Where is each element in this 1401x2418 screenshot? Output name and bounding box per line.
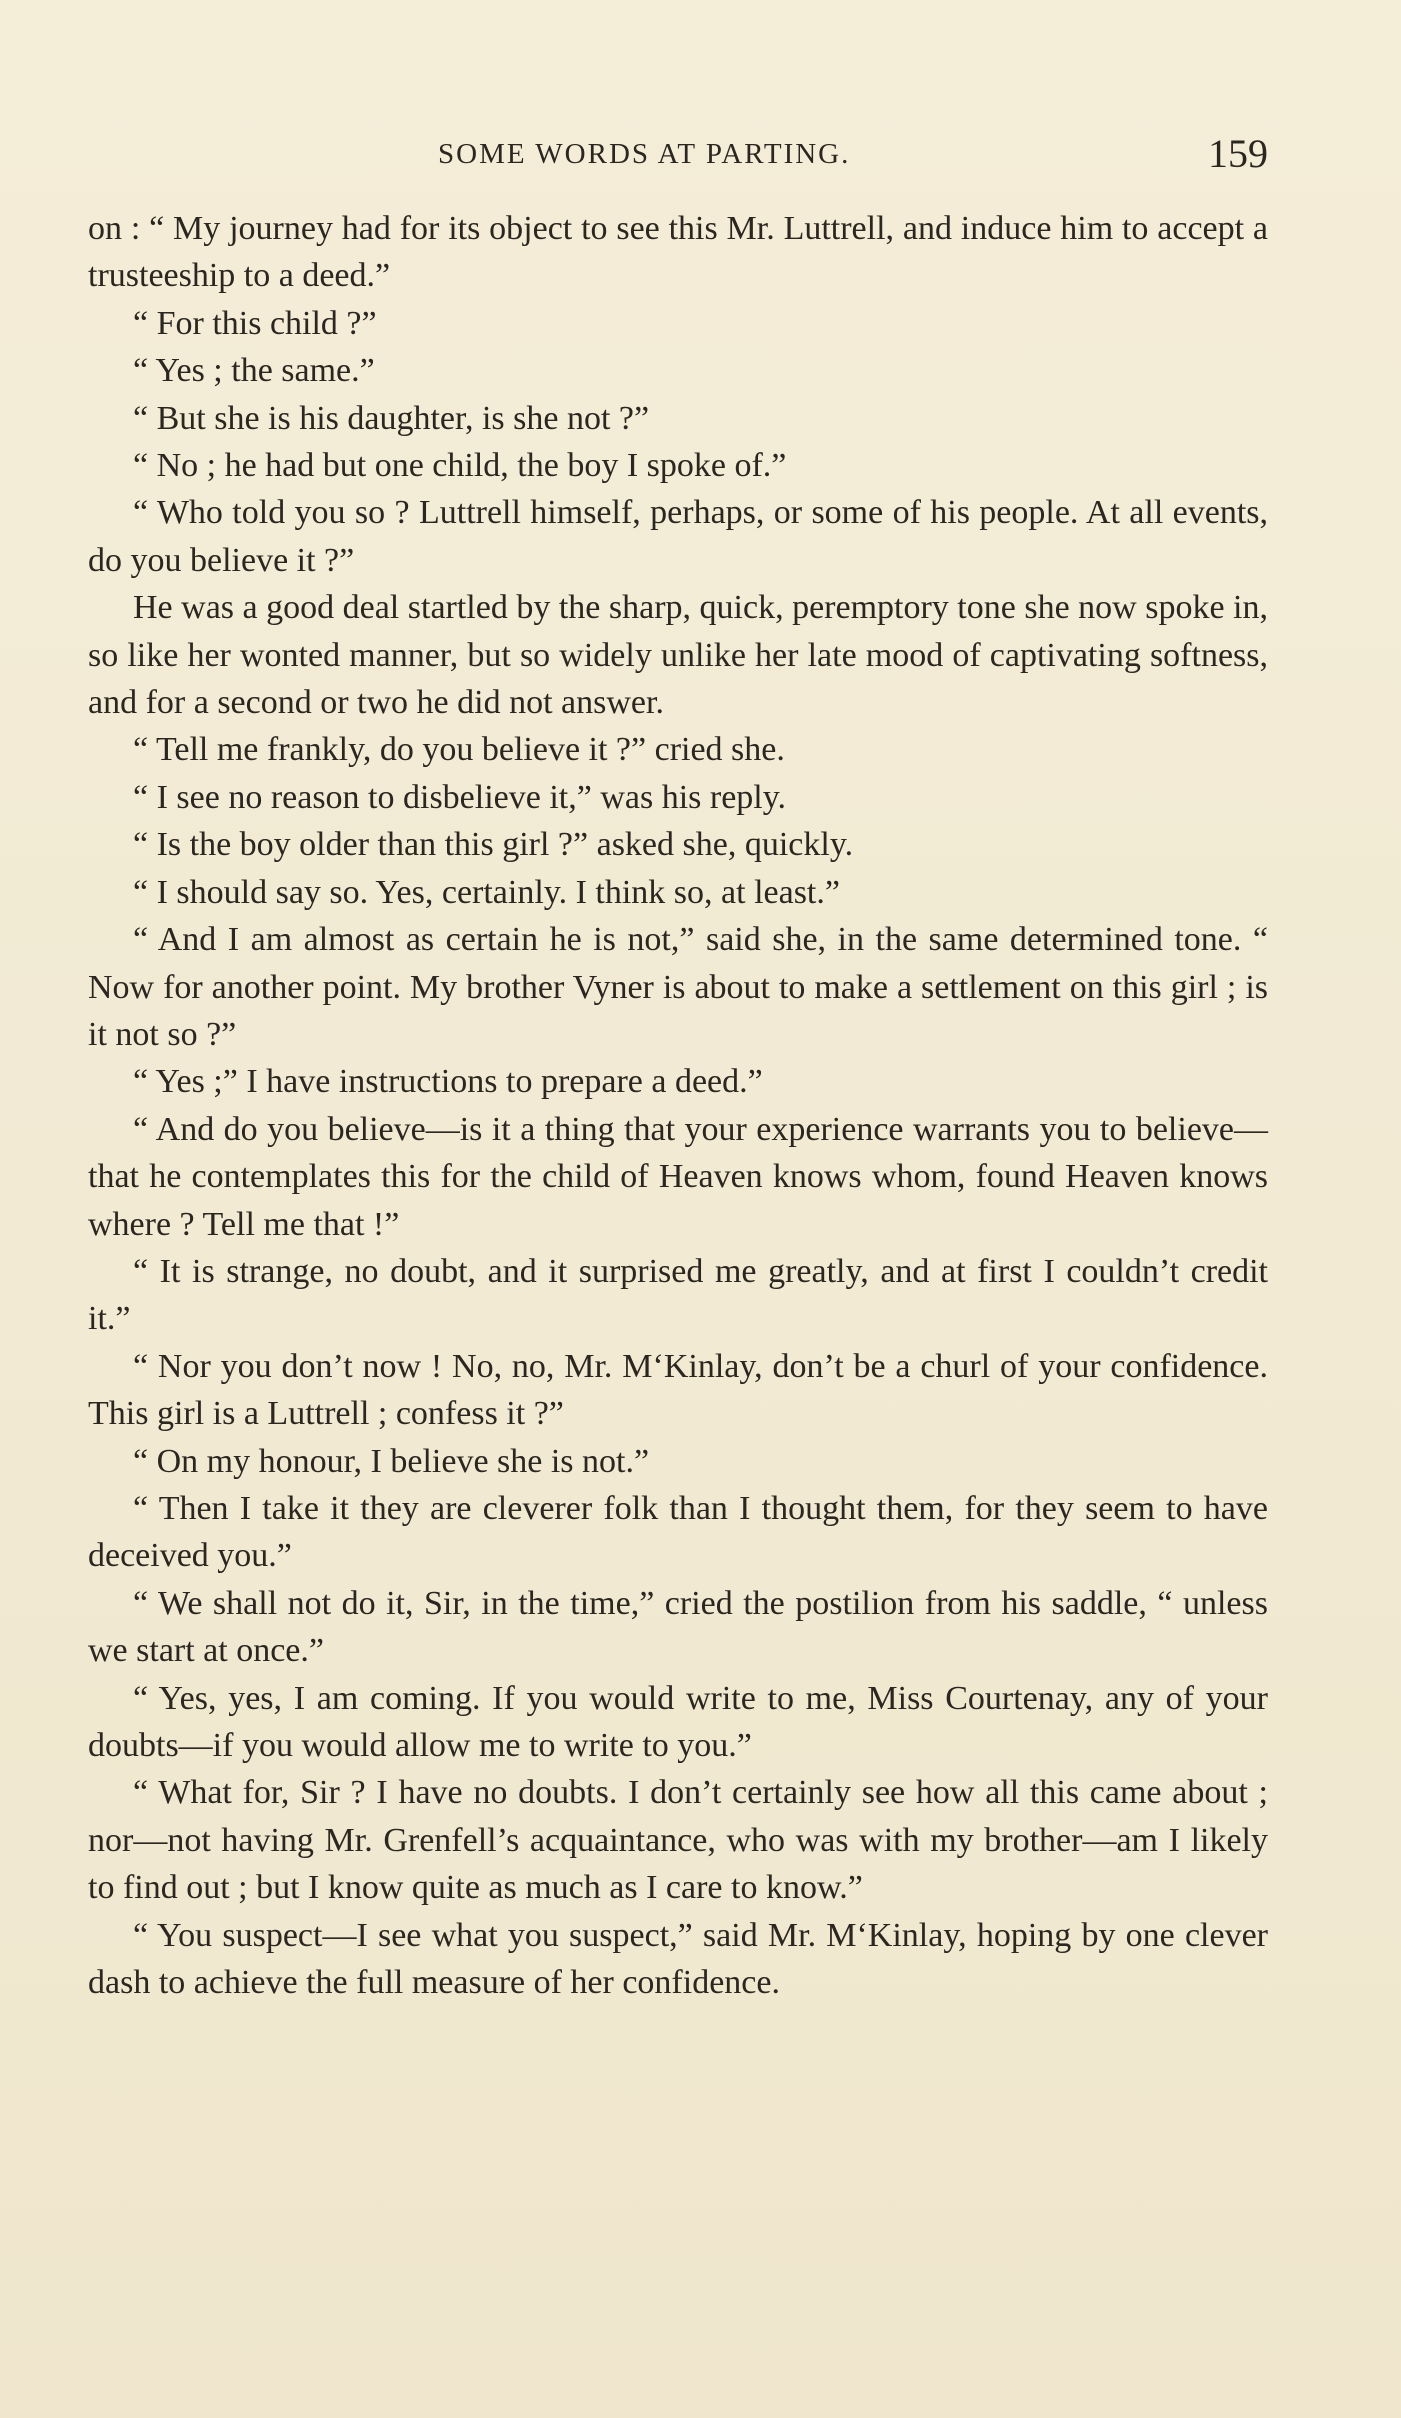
paragraph: “ I should say so. Yes, certainly. I think so, at least.” <box>133 873 840 911</box>
paragraph: “ Who told you so ? Luttrell himself, perhaps, or some of his people. At all events, do you believe it ?” <box>88 494 1268 579</box>
paragraph: He was a good deal startled by the sharp, quick, peremptory tone she now spoke in, so like her wonted manner, but so widely unlike her late mood of captivating softness, and for a second or two he did not answer. <box>88 589 1268 722</box>
paragraph: “ And I am almost as certain he is not,” said she, in the same determined tone. “ Now for another point. My brother Vyner is about to make a settlement on this girl ; is it not so ?” <box>88 921 1268 1053</box>
paragraph: “ You suspect—I see what you suspect,” said Mr. M‘Kinlay, hoping by one clever dash to achieve the full measure of her confidence. <box>88 1916 1268 2002</box>
paragraph: “ We shall not do it, Sir, in the time,” cried the postilion from his saddle, “ unless we start at once.” <box>88 1584 1268 1670</box>
paragraph: “ Yes ; the same.” <box>133 352 375 390</box>
paragraph: “ For this child ?” <box>133 304 377 342</box>
paragraph: “ No ; he had but one child, the boy I spoke of.” <box>133 447 787 485</box>
paragraph: “ And do you believe—is it a thing that your experience warrants you to believe—that he contemplates this for the child of Heaven knows whom, found Heaven knows where ? Tell me that !” <box>88 1110 1268 1243</box>
paragraph: “ Is the boy older than this girl ?” asked she, quickly. <box>133 826 854 864</box>
paragraph: “ Yes, yes, I am coming. If you would write to me, Miss Courtenay, any of your doubts—if you would allow me to write to you.” <box>88 1679 1268 1764</box>
paragraph: “ On my honour, I believe she is not.” <box>133 1442 650 1480</box>
paragraph: “ Nor you don’t now ! No, no, Mr. M‘Kinlay, don’t be a churl of your confidence. This girl is a Luttrell ; confess it ?” <box>88 1347 1268 1433</box>
page-number: 159 <box>1208 131 1268 176</box>
paragraph: “ Tell me frankly, do you believe it ?” cried she. <box>133 731 785 769</box>
paragraph: “ I see no reason to disbelieve it,” was his reply. <box>133 778 787 816</box>
paragraph: “ Then I take it they are cleverer folk than I thought them, for they seem to have deceived you.” <box>88 1489 1268 1575</box>
page-header <box>88 128 1268 178</box>
paragraph: “ It is strange, no doubt, and it surprised me greatly, and at first I couldn’t credit it.” <box>88 1252 1268 1338</box>
paragraph: “ But she is his daughter, is she not ?” <box>133 399 650 437</box>
body-text <box>88 205 1268 2006</box>
paragraph: “ Yes ;” I have instructions to prepare a deed.” <box>133 1063 763 1101</box>
running-title: SOME WORDS AT PARTING. <box>438 138 851 170</box>
paragraph: on : “ My journey had for its object to see this Mr. Luttrell, and induce him to accept a trusteeship to a deed.” <box>88 210 1268 295</box>
paragraph: “ What for, Sir ? I have no doubts. I don’t certainly see how all this came about ; nor—not having Mr. Grenfell’s acquaintance, who was with my brother—am I likely to find out ; but I know quite as much as I care to know.” <box>88 1774 1268 1907</box>
